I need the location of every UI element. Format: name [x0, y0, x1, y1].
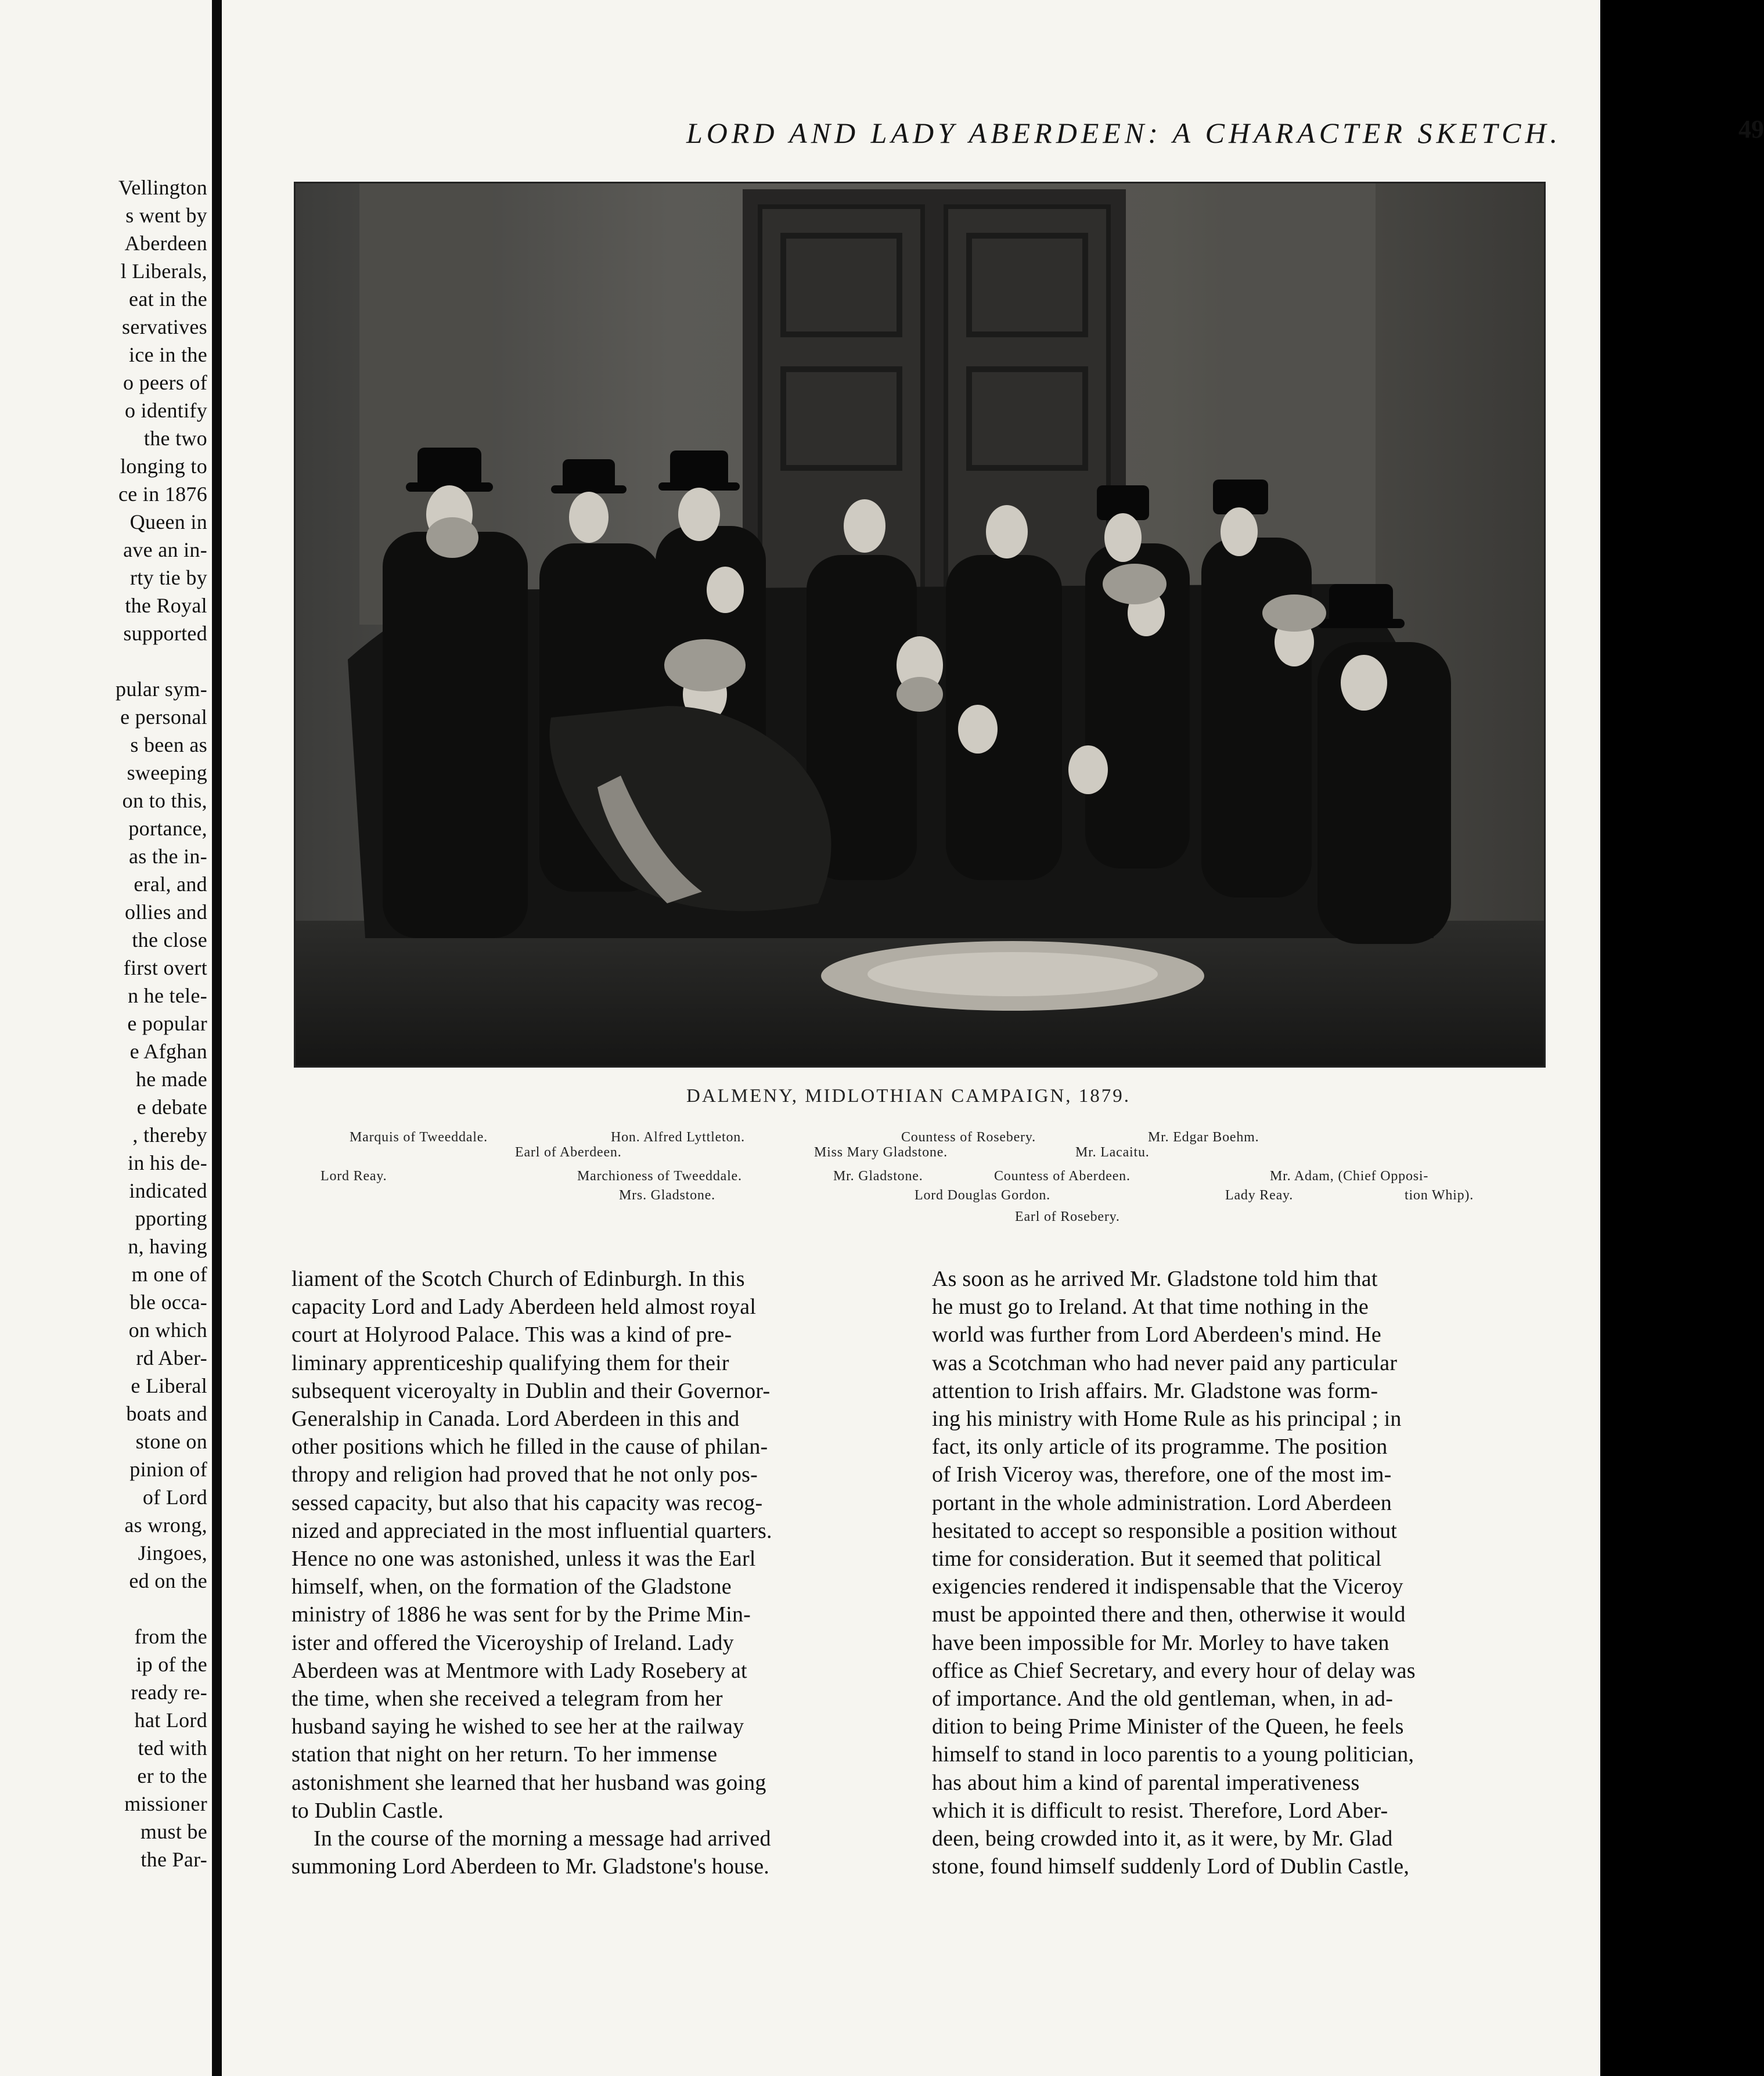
- article-line: stone, found himself suddenly Lord of Dublin Castle,: [932, 1854, 1410, 1879]
- article-line: summoning Lord Aberdeen to Mr. Gladstone's house.: [291, 1854, 769, 1879]
- left-page-line: e Liberal: [131, 1374, 207, 1397]
- caption-name: Lord Reay.: [321, 1169, 387, 1184]
- article-line: subsequent viceroyalty in Dublin and their Governor-: [291, 1378, 771, 1403]
- article-line: himself, when, on the formation of the Gladstone: [291, 1574, 732, 1599]
- article-line: time for consideration. But it seemed that political: [932, 1547, 1382, 1571]
- left-page-line: servatives: [122, 315, 207, 338]
- article-line: thropy and religion had proved that he not only pos-: [291, 1462, 758, 1487]
- left-page-line: must be: [140, 1820, 207, 1843]
- caption-name: Mr. Edgar Boehm.: [1148, 1130, 1259, 1145]
- left-page-line: he made: [135, 1068, 207, 1091]
- left-page-line: boats and: [126, 1402, 207, 1425]
- caption-name: Hon. Alfred Lyttleton.: [611, 1130, 745, 1145]
- left-page-line: , thereby: [132, 1123, 207, 1147]
- caption-name: Earl of Rosebery.: [1015, 1209, 1120, 1224]
- article-line: husband saying he wished to see her at the railway: [291, 1714, 744, 1739]
- left-page-line: supported: [123, 622, 207, 645]
- left-page-line: eat in the: [129, 287, 207, 311]
- left-page-line: n, having: [128, 1235, 207, 1258]
- article-line: liament of the Scotch Church of Edinburgh. In this: [291, 1267, 745, 1291]
- left-page-line: s went by: [125, 204, 207, 227]
- caption-name: Lord Douglas Gordon.: [915, 1188, 1050, 1203]
- article-line: was a Scotchman who had never paid any particular: [932, 1350, 1398, 1375]
- article-line: to Dublin Castle.: [291, 1798, 444, 1823]
- left-page-line: ted with: [138, 1736, 207, 1760]
- caption-name: Lady Reay.: [1225, 1188, 1294, 1203]
- caption-name: Earl of Aberdeen.: [515, 1145, 622, 1160]
- article-line: nized and appreciated in the most influential quarters.: [291, 1518, 772, 1543]
- left-page-line: the Royal: [125, 594, 207, 617]
- left-page-line: pular sym-: [116, 677, 207, 701]
- left-page-line: Aberdeen: [124, 232, 207, 255]
- article-line: world was further from Lord Aberdeen's mind. He: [932, 1322, 1381, 1347]
- left-page-line: l Liberals,: [120, 260, 207, 283]
- article-line: Generalship in Canada. Lord Aberdeen in this and: [291, 1407, 740, 1431]
- left-page-line: sweeping: [127, 761, 207, 784]
- left-page-line: of Lord: [142, 1486, 207, 1509]
- article-line: office as Chief Secretary, and every hour of delay was: [932, 1658, 1416, 1683]
- left-page-line: the two: [143, 427, 207, 450]
- article-line: portant in the whole administration. Lord Aberdeen: [932, 1490, 1392, 1515]
- left-page-line: missioner: [124, 1792, 207, 1815]
- left-page-line: ble occa-: [129, 1291, 207, 1314]
- page-number: 49: [1738, 115, 1764, 143]
- running-header: LORD AND LADY ABERDEEN: A CHARACTER SKETCH.: [686, 117, 1562, 149]
- article-line: liminary apprenticeship qualifying them for their: [291, 1350, 729, 1375]
- article-line: of Irish Viceroy was, therefore, one of the most im-: [932, 1462, 1392, 1487]
- article-line: ister and offered the Viceroyship of Ireland. Lady: [291, 1630, 734, 1655]
- left-page-line: the close: [132, 928, 207, 952]
- caption-name: Mr. Adam, (Chief Opposi-: [1270, 1169, 1429, 1184]
- article-line: has about him a kind of parental imperativeness: [932, 1770, 1360, 1795]
- article-line: dition to being Prime Minister of the Queen, he feels: [932, 1714, 1404, 1739]
- left-page-line: on to this,: [122, 789, 207, 812]
- left-page-line: as the in-: [129, 845, 207, 868]
- left-page-line: ready re-: [131, 1681, 207, 1704]
- left-page-line: the Par-: [141, 1848, 207, 1871]
- article-line: As soon as he arrived Mr. Gladstone told him that: [932, 1267, 1378, 1291]
- photo-caption: DALMENY, MIDLOTHIAN CAMPAIGN, 1879.: [686, 1086, 1131, 1107]
- article-line: other positions which he filled in the cause of philan-: [291, 1435, 768, 1459]
- article-line: the time, when she received a telegram from her: [291, 1686, 723, 1711]
- caption-name: Countess of Rosebery.: [901, 1130, 1036, 1145]
- article-line: attention to Irish affairs. Mr. Gladstone was form-: [932, 1378, 1378, 1403]
- article-line: fact, its only article of its programme. The position: [932, 1435, 1388, 1459]
- left-page-line: e debate: [136, 1095, 207, 1119]
- caption-name: Mr. Gladstone.: [833, 1169, 923, 1184]
- left-page-line: pinion of: [129, 1458, 207, 1481]
- caption-name: Mr. Lacaitu.: [1075, 1145, 1150, 1160]
- caption-name: tion Whip).: [1405, 1188, 1474, 1203]
- article-line: ministry of 1886 he was sent for by the Prime Min-: [291, 1602, 751, 1627]
- left-page-line: s been as: [130, 733, 207, 756]
- article-line: capacity Lord and Lady Aberdeen held almost royal: [291, 1295, 757, 1320]
- left-page-line: Vellington: [118, 176, 207, 199]
- article-line: of importance. And the old gentleman, when, in ad-: [932, 1686, 1394, 1711]
- article-line: ing his ministry with Home Rule as his principal ; in: [932, 1407, 1402, 1431]
- caption-name: Miss Mary Gladstone.: [814, 1145, 948, 1160]
- left-page-line: ave an in-: [123, 538, 207, 561]
- left-page-line: rd Aber-: [136, 1346, 207, 1369]
- left-page-line: longing to: [120, 455, 207, 478]
- article-line: himself to stand in loco parentis to a young politician,: [932, 1742, 1414, 1767]
- left-page-line: rty tie by: [130, 566, 207, 589]
- left-page-line: pporting: [135, 1207, 207, 1230]
- left-page-line: Jingoes,: [138, 1541, 207, 1565]
- article-line: hesitated to accept so responsible a position without: [932, 1518, 1398, 1543]
- left-page-line: on which: [128, 1318, 207, 1342]
- book-gutter: [212, 0, 222, 2076]
- left-page-line: as wrong,: [124, 1513, 207, 1537]
- article-line: Hence no one was astonished, unless it was the Earl: [291, 1547, 756, 1571]
- left-page-line: o peers of: [123, 371, 207, 394]
- photo-image: [296, 183, 1544, 1066]
- article-line: Aberdeen was at Mentmore with Lady Rosebery at: [291, 1658, 747, 1683]
- caption-name: Marquis of Tweeddale.: [350, 1130, 488, 1145]
- left-page-line: ice in the: [129, 343, 207, 366]
- article-line: must be appointed there and then, otherwise it would: [932, 1602, 1406, 1627]
- left-page-line: ip of the: [136, 1653, 207, 1676]
- left-page-line: from the: [134, 1625, 207, 1648]
- group-photograph: [294, 182, 1546, 1068]
- left-page-line: e personal: [120, 705, 207, 729]
- caption-name: Mrs. Gladstone.: [619, 1188, 715, 1203]
- left-page-line: e Afghan: [129, 1040, 207, 1063]
- left-page-line: eral, and: [134, 873, 207, 896]
- left-page-line: in his de-: [128, 1151, 207, 1174]
- article-line: exigencies rendered it indispensable that the Viceroy: [932, 1574, 1403, 1599]
- left-page-line: o identify: [125, 399, 207, 422]
- left-page: [0, 0, 212, 2076]
- left-page-line: first overt: [123, 956, 207, 979]
- left-page-line: indicated: [129, 1179, 207, 1202]
- left-page-line: ollies and: [125, 900, 207, 924]
- left-page-line: e popular: [127, 1012, 207, 1035]
- caption-name: Countess of Aberdeen.: [994, 1169, 1131, 1184]
- left-page-line: stone on: [135, 1430, 207, 1453]
- article-line: which it is difficult to resist. Therefore, Lord Aber-: [932, 1798, 1388, 1823]
- left-page-line: ed on the: [129, 1569, 207, 1592]
- left-page-line: Queen in: [129, 510, 207, 534]
- article-line: deen, being crowded into it, as it were, by Mr. Glad: [932, 1826, 1393, 1851]
- article-line: astonishment she learned that her husband was going: [291, 1770, 766, 1795]
- article-line: court at Holyrood Palace. This was a kind of pre-: [291, 1322, 732, 1347]
- article-line: sessed capacity, but also that his capacity was recog-: [291, 1490, 763, 1515]
- article-line: have been impossible for Mr. Morley to have taken: [932, 1630, 1389, 1655]
- caption-name: Marchioness of Tweeddale.: [577, 1169, 742, 1184]
- article-line: In the course of the morning a message had arrived: [314, 1826, 771, 1851]
- article-line: he must go to Ireland. At that time nothing in the: [932, 1295, 1369, 1320]
- left-page-line: hat Lord: [134, 1709, 207, 1732]
- left-page-line: m one of: [131, 1263, 207, 1286]
- left-page-line: er to the: [137, 1764, 207, 1787]
- left-page-line: portance,: [128, 817, 207, 840]
- right-page: [222, 0, 1764, 2076]
- left-page-line: ce in 1876: [118, 482, 207, 506]
- article-line: station that night on her return. To her immense: [291, 1742, 718, 1767]
- left-page-line: n he tele-: [128, 984, 207, 1007]
